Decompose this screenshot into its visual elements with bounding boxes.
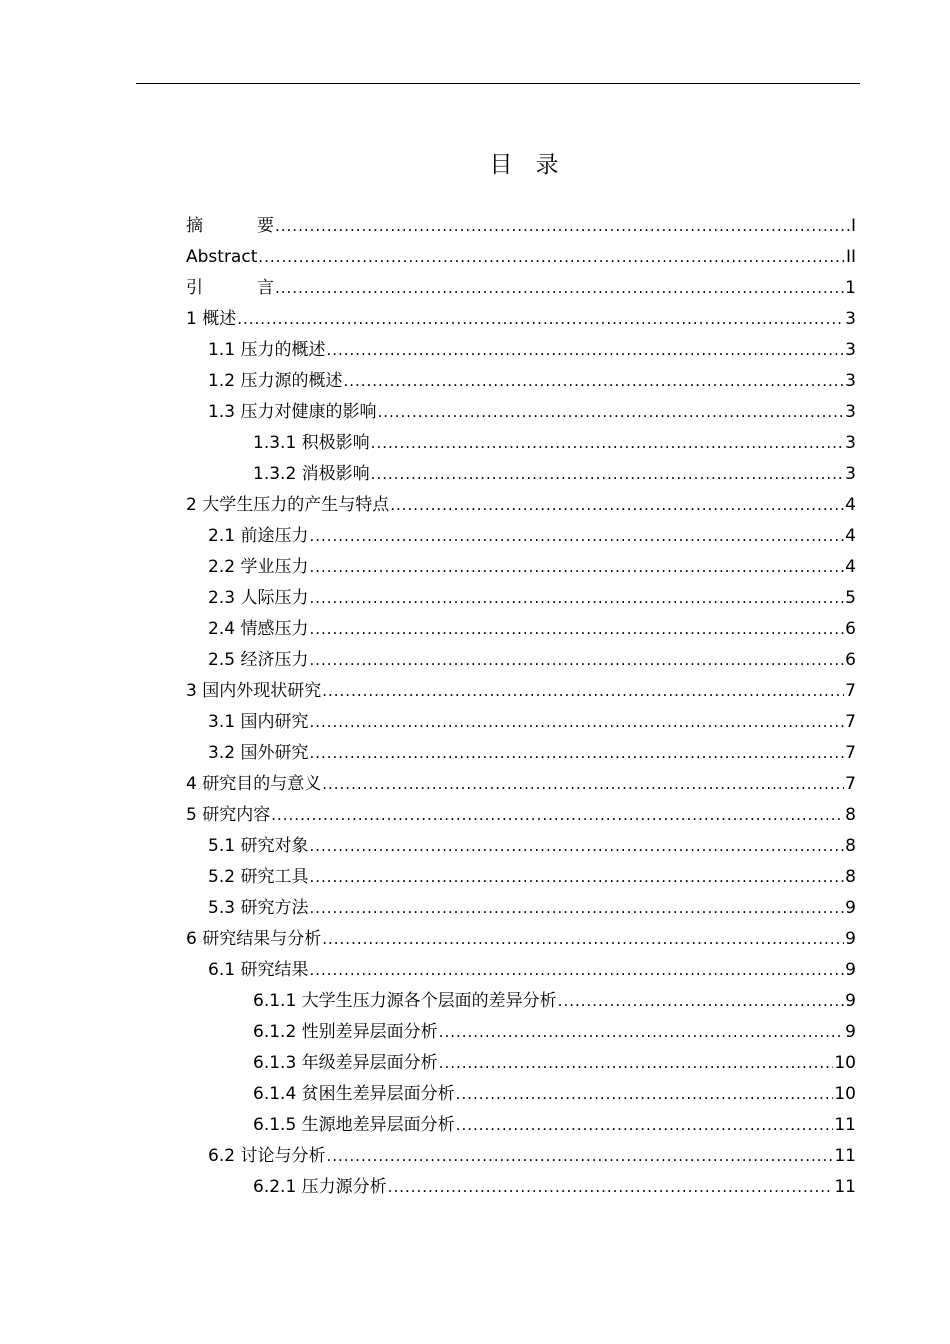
toc-entry[interactable] (186, 273, 856, 304)
toc-entry[interactable] (186, 304, 856, 335)
toc-entry[interactable] (186, 521, 856, 552)
toc-dot-leader (309, 955, 844, 986)
toc-entry-page: 11 (834, 1177, 856, 1197)
toc-entry-page: 7 (845, 712, 856, 732)
toc-dot-leader (275, 211, 850, 242)
toc-dot-leader (309, 583, 844, 614)
toc-dot-leader (309, 645, 844, 676)
toc-dot-leader (322, 676, 844, 707)
toc-entry-label: Abstract (186, 247, 258, 267)
toc-dot-leader (309, 521, 844, 552)
toc-entry-page: 8 (845, 805, 856, 825)
toc-entry-page: 11 (834, 1115, 856, 1135)
toc-dot-leader (558, 986, 845, 1017)
toc-dot-leader (271, 800, 844, 831)
toc-dot-leader (326, 1141, 833, 1172)
toc-entry-label: 6.1 研究结果 (208, 960, 309, 980)
toc-entry-label: 引 言 (186, 278, 274, 298)
toc-entry-page: 3 (845, 402, 856, 422)
toc-dot-leader (309, 614, 844, 645)
toc-dot-leader (309, 862, 844, 893)
toc-entry[interactable] (186, 583, 856, 614)
toc-entry[interactable] (186, 1017, 856, 1048)
toc-entry[interactable] (186, 645, 856, 676)
toc-entry-page: 1 (845, 278, 856, 298)
toc-entry-page: 7 (845, 681, 856, 701)
toc-entry-label: 2.4 情感压力 (208, 619, 309, 639)
toc-dot-leader (326, 335, 844, 366)
toc-entry[interactable] (186, 986, 856, 1017)
toc-entry-page: 3 (845, 464, 856, 484)
toc-entry-label: 5.2 研究工具 (208, 867, 309, 887)
toc-entry-label: 1.2 压力源的概述 (208, 371, 343, 391)
toc-entry[interactable] (186, 1110, 856, 1141)
toc-entry-page: I (850, 216, 856, 236)
toc-entry-label: 4 研究目的与意义 (186, 774, 322, 794)
toc-entry[interactable] (186, 707, 856, 738)
toc-dot-leader (309, 893, 844, 924)
header-rule (136, 83, 860, 84)
toc-dot-leader (322, 924, 844, 955)
toc-entry[interactable] (186, 428, 856, 459)
toc-entry-label: 2.5 经济压力 (208, 650, 309, 670)
toc-entry[interactable] (186, 490, 856, 521)
toc-dot-leader (309, 552, 844, 583)
toc-dot-leader (309, 707, 844, 738)
toc-entry[interactable] (186, 459, 856, 490)
toc-dot-leader (275, 273, 844, 304)
toc-entry-label: 1.1 压力的概述 (208, 340, 326, 360)
toc-entry-page: 4 (845, 557, 856, 577)
toc-entry[interactable] (186, 955, 856, 986)
toc-dot-leader (309, 738, 844, 769)
toc-dot-leader (258, 242, 845, 273)
toc-entry-label: 6.2 讨论与分析 (208, 1146, 326, 1166)
toc-entry[interactable] (186, 335, 856, 366)
toc-entry[interactable] (186, 862, 856, 893)
toc-entry[interactable] (186, 893, 856, 924)
toc-entry[interactable] (186, 676, 856, 707)
toc-dot-leader (456, 1110, 834, 1141)
toc-entry-page: 3 (845, 371, 856, 391)
toc-entry-label: 2.3 人际压力 (208, 588, 309, 608)
toc-entry-label: 6.1.5 生源地差异层面分析 (253, 1115, 455, 1135)
toc-entry-page: 9 (845, 960, 856, 980)
toc-entry[interactable] (186, 924, 856, 955)
toc-entry-page: 3 (845, 340, 856, 360)
toc-entry-label: 6.1.1 大学生压力源各个层面的差异分析 (253, 991, 557, 1011)
toc-entry-page: 4 (845, 495, 856, 515)
toc-entry-label: 3.2 国外研究 (208, 743, 309, 763)
toc-entry-label: 5.1 研究对象 (208, 836, 309, 856)
toc-dot-leader (377, 397, 844, 428)
table-of-contents (186, 211, 856, 1203)
toc-entry-page: 3 (845, 309, 856, 329)
toc-entry[interactable] (186, 397, 856, 428)
toc-entry-page: 10 (834, 1053, 856, 1073)
toc-entry-page: II (845, 247, 856, 267)
toc-entry-page: 4 (845, 526, 856, 546)
toc-dot-leader (390, 490, 844, 521)
toc-entry-label: 1.3.2 消极影响 (253, 464, 370, 484)
toc-entry-label: 1.3.1 积极影响 (253, 433, 370, 453)
toc-entry-label: 3 国内外现状研究 (186, 681, 322, 701)
toc-entry-label: 5 研究内容 (186, 805, 271, 825)
toc-entry-label: 2.2 学业压力 (208, 557, 309, 577)
toc-entry-page: 6 (845, 619, 856, 639)
toc-entry-page: 6 (845, 650, 856, 670)
toc-entry[interactable] (186, 800, 856, 831)
toc-dot-leader (439, 1017, 845, 1048)
toc-dot-leader (388, 1172, 834, 1203)
toc-entry-label: 6.1.3 年级差异层面分析 (253, 1053, 438, 1073)
toc-dot-leader (237, 304, 844, 335)
toc-entry[interactable] (186, 366, 856, 397)
toc-entry[interactable] (186, 738, 856, 769)
toc-entry[interactable] (186, 831, 856, 862)
toc-entry-label: 6.1.4 贫困生差异层面分析 (253, 1084, 455, 1104)
toc-entry-label: 5.3 研究方法 (208, 898, 309, 918)
toc-entry-label: 6.1.2 性别差异层面分析 (253, 1022, 438, 1042)
toc-entry-label: 6 研究结果与分析 (186, 929, 322, 949)
toc-dot-leader (322, 769, 844, 800)
toc-dot-leader (456, 1079, 834, 1110)
toc-entry-label: 1 概述 (186, 309, 237, 329)
toc-entry-page: 11 (834, 1146, 856, 1166)
toc-entry-page: 7 (845, 774, 856, 794)
toc-entry[interactable] (186, 242, 856, 273)
toc-entry-label: 2.1 前途压力 (208, 526, 309, 546)
toc-dot-leader (371, 459, 845, 490)
toc-entry[interactable] (186, 614, 856, 645)
toc-entry[interactable] (186, 552, 856, 583)
toc-entry-page: 9 (845, 1022, 856, 1042)
toc-dot-leader (371, 428, 845, 459)
toc-dot-leader (343, 366, 844, 397)
toc-entry-page: 3 (845, 433, 856, 453)
toc-entry[interactable] (186, 211, 856, 242)
toc-entry[interactable] (186, 1172, 856, 1203)
toc-entry[interactable] (186, 769, 856, 800)
toc-entry-page: 8 (845, 836, 856, 856)
toc-entry-page: 9 (845, 929, 856, 949)
toc-dot-leader (439, 1048, 834, 1079)
toc-dot-leader (309, 831, 844, 862)
toc-entry-label: 2 大学生压力的产生与特点 (186, 495, 390, 515)
toc-entry-page: 5 (845, 588, 856, 608)
toc-entry-label: 3.1 国内研究 (208, 712, 309, 732)
toc-entry-page: 8 (845, 867, 856, 887)
toc-entry-page: 9 (845, 991, 856, 1011)
toc-entry-page: 9 (845, 898, 856, 918)
toc-entry-label: 6.2.1 压力源分析 (253, 1177, 387, 1197)
page-title: 目 录 (489, 152, 559, 178)
toc-entry-page: 10 (834, 1084, 856, 1104)
toc-entry[interactable] (186, 1079, 856, 1110)
toc-entry[interactable] (186, 1048, 856, 1079)
toc-entry-page: 7 (845, 743, 856, 763)
toc-entry[interactable] (186, 1141, 856, 1172)
toc-entry-label: 摘 要 (186, 216, 274, 236)
toc-entry-label: 1.3 压力对健康的影响 (208, 402, 377, 422)
